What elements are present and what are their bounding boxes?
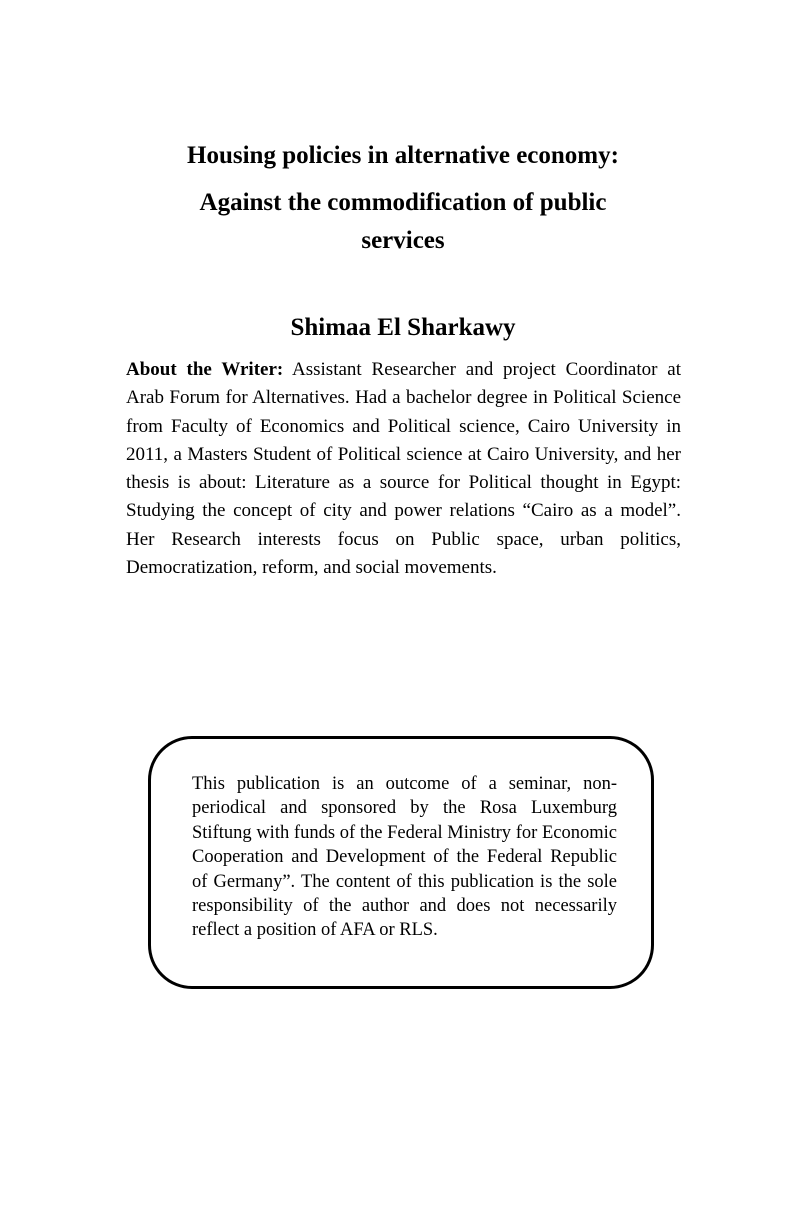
disclaimer-text: This publication is an outcome of a seminar, non-periodical and sponsored by the Rosa Luxemburg Stiftung with funds of the Federal Ministry for Economic Cooperation and Development of the Federal Republic of Germany”. The content of this publication is the sole responsibility of the author and does not necessarily reflect a position of AFA or RLS. bbox=[192, 774, 617, 941]
title-line-2: Against the commodification of public bbox=[199, 189, 607, 216]
title-line-3: services bbox=[361, 227, 445, 254]
about-writer-text: Assistant Researcher and project Coordinator at Arab Forum for Alternatives. Had a bachelor degree in Political Science from Faculty of Economics and Political science, Cairo University in 2011, a Masters Student of Political science at Cairo University, and her thesis is about: Literature as a source for Political thought in Egypt: Studying the concept of city and power relations “Cairo as a model”. Her Research interests focus on Public space, urban politics, Democratization, reform, and social movements. bbox=[126, 359, 681, 579]
author-name: Shimaa El Sharkawy bbox=[290, 314, 516, 341]
disclaimer-box bbox=[148, 736, 654, 989]
title-line-1: Housing policies in alternative economy: bbox=[187, 142, 619, 169]
about-writer-paragraph bbox=[126, 356, 681, 582]
about-writer-label: About the Writer: bbox=[126, 359, 284, 380]
